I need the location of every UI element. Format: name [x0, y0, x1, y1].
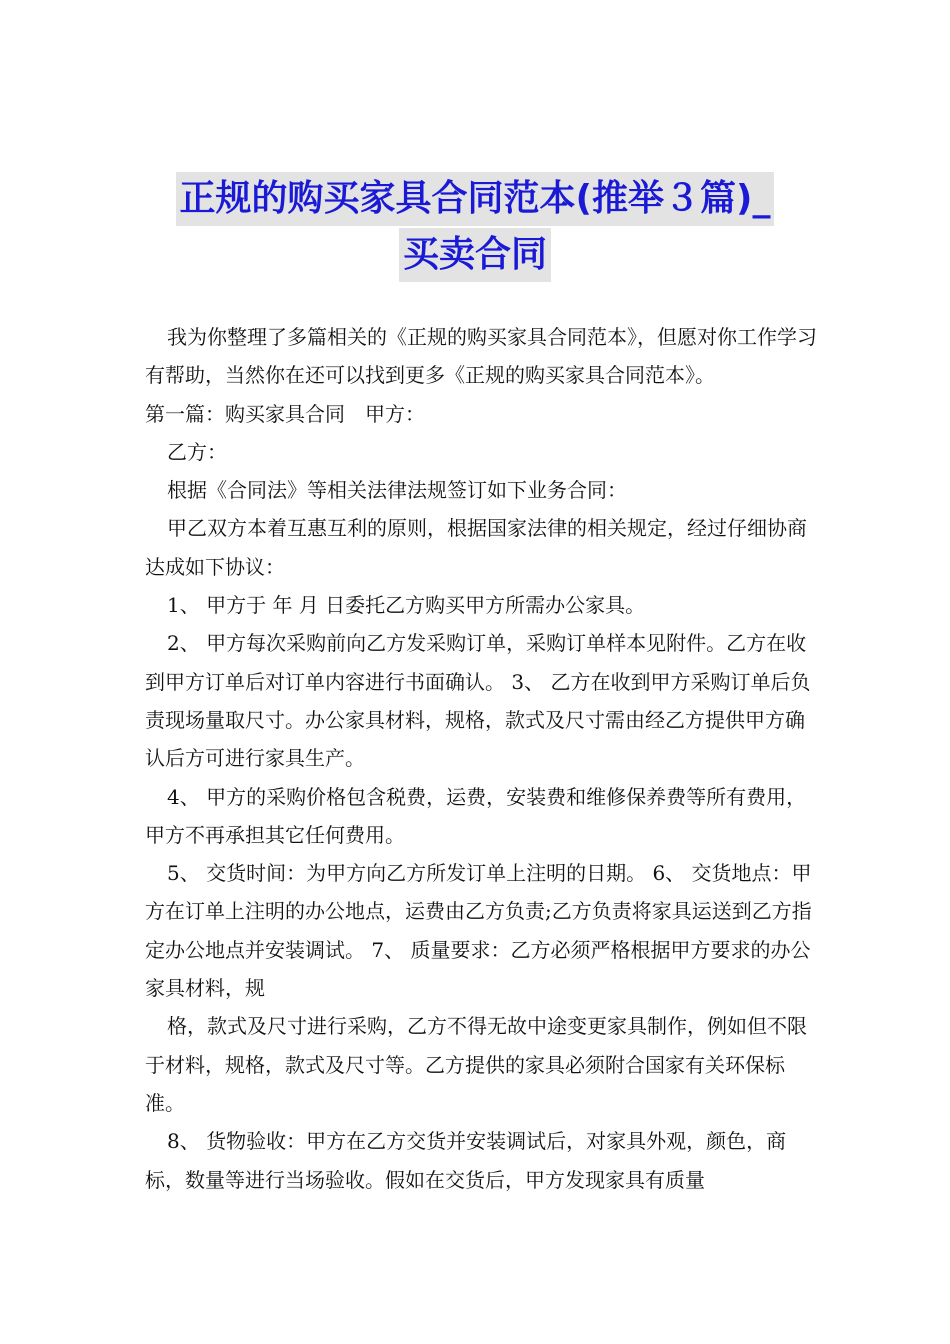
- document-body: [145, 318, 817, 1199]
- paragraph: 我为你整理了多篇相关的《正规的购买家具合同范本》，但愿对你工作学习有帮助，当然你在还可以找到更多《正规的购买家具合同范本》。: [145, 325, 817, 388]
- paragraph: 第一篇：购买家具合同 甲方：: [145, 401, 425, 426]
- paragraph: 4、 甲方的采购价格包含税费，运费，安装费和维修保养费等所有费用，甲方不再承担其它任何费用。: [145, 784, 807, 847]
- paragraph: 1、 甲方于 年 月 日委托乙方购买甲方所需办公家具。: [167, 593, 646, 618]
- paragraph: 甲乙双方本着互惠互利的原则，根据国家法律的相关规定，经过仔细协商达成如下协议：: [145, 516, 807, 579]
- paragraph: 2、 甲方每次采购前向乙方发采购订单，采购订单样本见附件。乙方在收到甲方订单后对订单内容进行书面确认。 3、 乙方在收到甲方采购订单后负责现场量取尺寸。办公家具材料，规格，款式及尺寸需由经乙方提供甲方确认后方可进行家具生产。: [145, 631, 811, 771]
- paragraph: 5、 交货时间：为甲方向乙方所发订单上注明的日期。 6、 交货地点：甲方在订单上注明的办公地点，运费由乙方负责;乙方负责将家具运送到乙方指定办公地点并安装调试。 7、 质量要求：乙方必须严格根据甲方要求的办公家具材料，规: [145, 861, 812, 1001]
- paragraph: 8、 货物验收：甲方在乙方交货并安装调试后，对家具外观，颜色，商标，数量等进行当场验收。假如在交货后，甲方发现家具有质量: [145, 1129, 787, 1192]
- title-line-1: 正规的购买家具合同范本(推举３篇)_: [176, 172, 775, 226]
- document-title: [100, 172, 850, 284]
- paragraph: 根据《合同法》等相关法律法规签订如下业务合同：: [167, 478, 627, 503]
- paragraph: 乙方：: [167, 439, 227, 464]
- paragraph: 格，款式及尺寸进行采购，乙方不得无故中途变更家具制作，例如但不限于材料，规格，款式及尺寸等。乙方提供的家具必须附合国家有关环保标准。: [145, 1014, 807, 1115]
- title-line-2: 买卖合同: [399, 228, 551, 282]
